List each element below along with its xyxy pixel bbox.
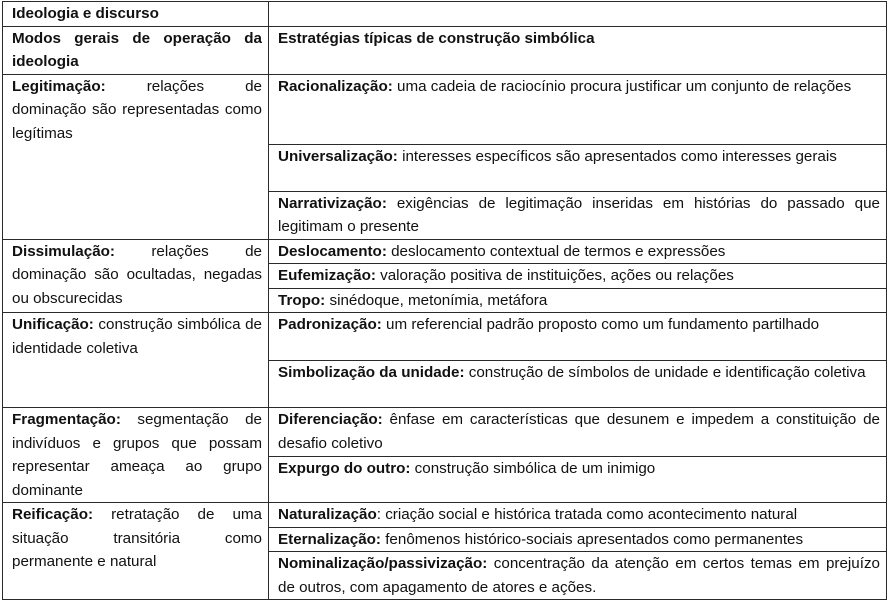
mode-term: Dissimulação: <box>12 242 115 260</box>
table-row <box>3 239 887 264</box>
strategy-description: um referencial padrão proposto como um fundamento partilhado <box>381 316 820 333</box>
strategy-cell <box>269 527 887 552</box>
strategy-cell <box>269 264 887 289</box>
table-title-empty-cell <box>269 2 887 27</box>
strategy-description: sinédoque, metonímia, metáfora <box>325 291 548 309</box>
mode-description: relações de dominação são ocultadas, negadas ou obscurecidas <box>12 242 262 307</box>
mode-term: Reificação: <box>12 506 94 523</box>
strategy-term: Expurgo do outro: <box>278 460 411 478</box>
strategy-cell <box>269 288 887 313</box>
strategy-cell <box>269 191 887 239</box>
mode-description: relações de dominação são representadas como legítimas <box>12 77 262 142</box>
strategy-description: fenômenos histórico-sociais apresentados como permanentes <box>380 530 804 548</box>
mode-term: Fragmentação: <box>12 411 121 428</box>
strategy-term: Diferenciação: <box>278 411 383 428</box>
strategy-description: valoração positiva de instituições, ações ou relações <box>375 267 734 284</box>
mode-description: retratação de uma situação transitória como permanente e natural <box>12 506 262 570</box>
strategy-term: Deslocamento: <box>278 242 387 260</box>
strategy-term: Eufemização: <box>278 267 376 284</box>
strategy-term: Universalização: <box>278 147 398 165</box>
strategy-description: ênfase em características que desunem e impedem a constituição de desafio coletivo <box>278 411 880 452</box>
strategy-description: interesses específicos são apresentados como interesses gerais <box>397 147 837 165</box>
mode-cell <box>3 74 269 239</box>
strategy-cell <box>269 457 887 503</box>
strategy-term: Racionalização: <box>278 77 393 95</box>
ideology-discourse-table <box>2 1 887 600</box>
strategy-term: Simbolização da unidade: <box>278 364 465 381</box>
strategy-cell <box>269 74 887 144</box>
strategy-cell <box>269 408 887 457</box>
strategy-term: Padronização: <box>278 316 382 333</box>
strategy-term: Nominalização/passivização: <box>278 555 488 572</box>
mode-cell <box>3 313 269 408</box>
mode-description: segmentação de indivíduos e grupos que possam representar ameaça ao grupo dominante <box>12 411 262 499</box>
header-modes: Modos gerais de operação da ideologia <box>3 26 269 74</box>
strategy-cell <box>269 144 887 191</box>
mode-description: construção simbólica de identidade coletiva <box>12 316 262 357</box>
strategy-term: Tropo: <box>278 291 326 309</box>
strategy-cell <box>269 552 887 600</box>
table-title: Ideologia e discurso <box>3 2 269 27</box>
mode-cell <box>3 408 269 503</box>
strategy-description: uma cadeia de raciocínio procura justificar um conjunto de relações <box>392 77 852 95</box>
strategy-description: deslocamento contextual de termos e expressões <box>386 242 726 260</box>
table-row <box>3 503 887 528</box>
strategy-cell <box>269 361 887 408</box>
strategy-description: construção de símbolos de unidade e identificação coletiva <box>464 364 866 381</box>
strategy-description: exigências de legitimação inseridas em histórias do passado que legitimam o presente <box>278 194 880 235</box>
strategy-term: Narrativização: <box>278 194 387 212</box>
mode-term: Legitimação: <box>12 77 106 95</box>
table-title-row <box>3 2 887 27</box>
mode-term: Unificação: <box>12 316 94 333</box>
mode-cell <box>3 503 269 600</box>
strategy-cell <box>269 503 887 528</box>
strategy-description: concentração da atenção em certos temas em prejuízo de outros, com apagamento de atores e ações. <box>278 555 880 596</box>
header-strategies: Estratégias típicas de construção simbólica <box>269 26 887 74</box>
strategy-term: Naturalização <box>278 506 377 523</box>
strategy-description: : criação social e histórica tratada como acontecimento natural <box>376 506 798 523</box>
table-row <box>3 74 887 144</box>
table-row <box>3 408 887 457</box>
strategy-term: Eternalização: <box>278 530 381 548</box>
strategy-cell <box>269 239 887 264</box>
mode-cell <box>3 239 269 313</box>
table-row <box>3 313 887 361</box>
strategy-description: construção simbólica de um inimigo <box>410 460 656 478</box>
strategy-cell <box>269 313 887 361</box>
table-header-row <box>3 26 887 74</box>
